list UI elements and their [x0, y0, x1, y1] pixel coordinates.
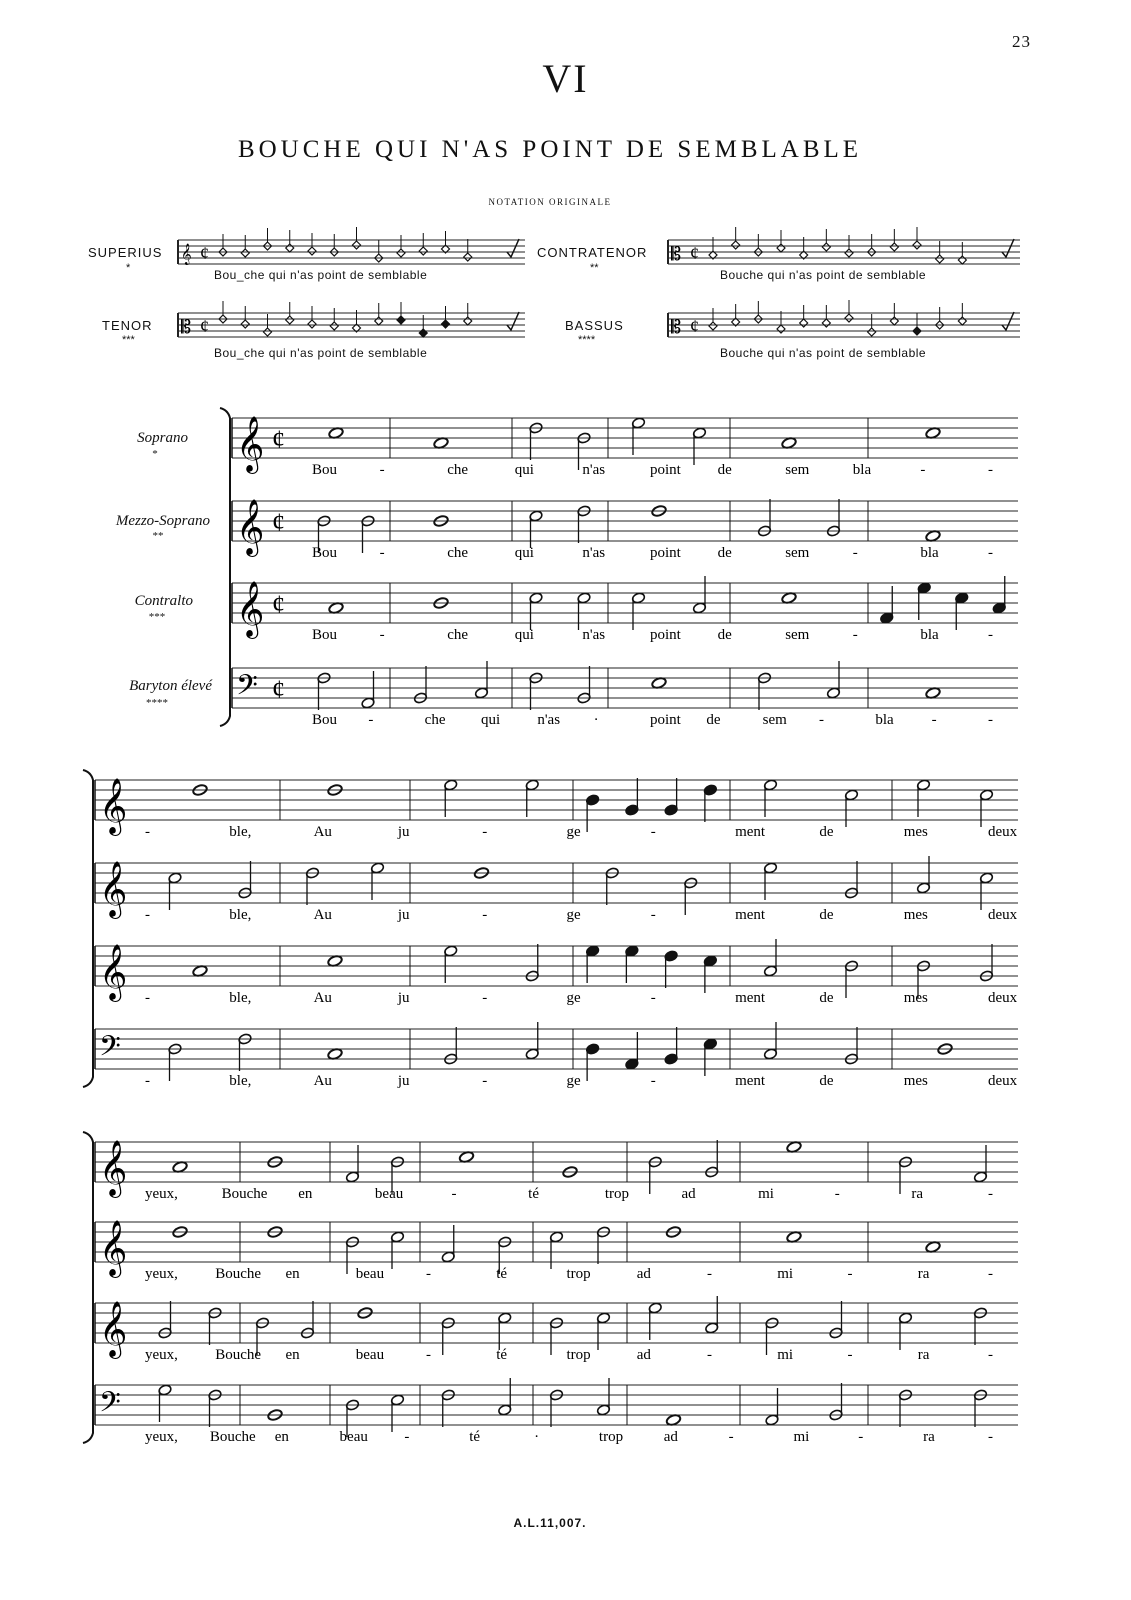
lyric-syllable: -	[426, 1347, 431, 1363]
mensural-note	[308, 320, 316, 328]
lyric-syllable: point	[650, 545, 681, 561]
mensuration-sign-icon: ¢	[690, 316, 699, 336]
custos-icon	[1002, 312, 1014, 330]
lyric-syllable: mi	[777, 1266, 794, 1282]
lyric-syllable: ·	[534, 1429, 540, 1445]
mensuration-sign-icon: ¢	[200, 243, 209, 263]
lyric-syllable: ju	[397, 907, 410, 923]
lyric-syllable: yeux,	[145, 1186, 178, 1202]
mensural-note	[375, 317, 383, 325]
incipit-lyric: Bou_che qui n'as point de semblable	[214, 346, 428, 360]
staff	[232, 661, 1018, 710]
score-system	[220, 408, 1018, 728]
lyric-syllable: ad	[663, 1429, 678, 1445]
treble-clef-icon: 𝄞	[99, 944, 128, 1000]
part-name-soprano: Soprano	[137, 430, 188, 446]
lyric-syllable: -	[988, 1186, 993, 1202]
lyric-syllable: trop	[604, 1186, 629, 1202]
mensural-note	[890, 317, 898, 325]
part-stars: ***	[148, 611, 166, 623]
mensural-note	[936, 255, 944, 263]
lyric-syllable: ra	[917, 1266, 930, 1282]
lyric-syllable: Au	[313, 907, 332, 923]
lyric-syllable: -	[379, 627, 385, 643]
score-system	[83, 1132, 1018, 1445]
mensuration-sign-icon: ¢	[200, 316, 209, 336]
lyric-syllable: ad	[636, 1266, 651, 1282]
lyric-syllable: -	[847, 1266, 853, 1282]
lyric-syllable: -	[650, 824, 656, 840]
lyric-syllable: ra	[917, 1347, 930, 1363]
cut-time-icon: ¢	[272, 508, 285, 537]
lyric-syllable: -	[482, 907, 488, 923]
lyric-syllable: té	[528, 1186, 540, 1202]
lyric-syllable: -	[379, 545, 385, 561]
cut-time-icon: ¢	[272, 675, 285, 704]
lyric-syllable: en	[298, 1186, 313, 1202]
lyric-syllable: ge	[566, 907, 581, 923]
part-stars: **	[152, 530, 164, 542]
clef-icon: 𝄞	[181, 244, 192, 265]
lyric-syllable: -	[145, 990, 150, 1006]
mensural-note	[845, 249, 853, 257]
lyric-syllable: Bou	[312, 627, 338, 643]
lyric-syllable: n'as	[582, 545, 606, 561]
incipit-lyric: Bouche qui n'as point de semblable	[720, 346, 927, 360]
mensural-note	[709, 322, 717, 330]
incipit-staff	[668, 300, 1020, 338]
lyric-syllable: ju	[397, 990, 410, 1006]
part-name-mezzo-soprano: Mezzo-Soprano	[115, 513, 210, 529]
lyric-syllable: -	[482, 990, 488, 1006]
part-name-baryton: Baryton élevé	[129, 678, 212, 694]
lyric-syllable: che	[447, 545, 469, 561]
lyric-syllable: -	[988, 545, 993, 561]
treble-clef-icon: 𝄞	[236, 581, 265, 637]
lyric-syllable: -	[707, 1347, 712, 1363]
original-notation-staves	[178, 227, 1020, 338]
lyric-syllable: mi	[793, 1429, 810, 1445]
mensural-note	[868, 328, 876, 336]
lyric-syllable: -	[650, 1073, 656, 1089]
lyric-syllable: Bou	[312, 462, 338, 478]
lyric-syllable: sem	[762, 712, 787, 728]
lyric-syllable: n'as	[582, 627, 606, 643]
lyric-syllable: Bouche	[221, 1186, 268, 1202]
lyric-syllable: deux	[988, 907, 1018, 923]
lyric-syllable: -	[834, 1186, 840, 1202]
mensural-note	[241, 320, 249, 328]
lyric-syllable: -	[847, 1347, 853, 1363]
lyric-syllable: Bouche	[209, 1429, 256, 1445]
mensural-note	[777, 325, 785, 333]
treble-clef-icon: 𝄞	[99, 861, 128, 917]
mensural-note	[777, 244, 785, 252]
treble-clef-icon: 𝄞	[99, 778, 128, 834]
lyric-syllable: yeux,	[145, 1429, 178, 1445]
lyric-syllable: ju	[397, 1073, 410, 1089]
lyric-syllable: -	[426, 1266, 431, 1282]
lyric-syllable: qui	[514, 545, 534, 561]
incipit-voice-name: SUPERIUS	[88, 245, 163, 260]
staff	[232, 499, 1018, 557]
system-bracket	[83, 1132, 93, 1443]
mensural-note	[397, 316, 405, 324]
lyric-syllable: che	[447, 462, 469, 478]
lyric-syllable: ·	[593, 712, 599, 728]
mensural-note	[958, 256, 966, 264]
incipit-staff	[668, 227, 1020, 265]
lyric-syllable: qui	[481, 712, 501, 728]
lyric-syllable: beau	[339, 1429, 368, 1445]
clef-icon: 𝄡	[181, 317, 192, 338]
mensural-note	[913, 241, 921, 249]
mensural-note	[286, 316, 294, 324]
lyric-syllable: -	[858, 1429, 864, 1445]
mensural-note	[890, 243, 898, 251]
lyric-syllable: point	[650, 627, 681, 643]
system-bracket	[83, 770, 93, 1087]
piece-title: BOUCHE QUI N'AS POINT DE SEMBLABLE	[237, 136, 863, 163]
lyric-syllable: té	[469, 1429, 481, 1445]
lyric-syllable: trop	[566, 1347, 591, 1363]
lyric-syllable: -	[707, 1266, 712, 1282]
bass-clef-icon: 𝄢	[236, 669, 258, 709]
lyric-syllable: de	[706, 712, 721, 728]
incipit-lyric: Bou_che qui n'as point de semblable	[214, 268, 428, 282]
lyric-syllable: point	[650, 462, 681, 478]
lyric-syllable: qui	[514, 627, 534, 643]
incipit-voice-stars: ***	[122, 334, 135, 346]
clef-icon: 𝄡	[671, 317, 682, 338]
lyric-syllable: -	[819, 712, 824, 728]
lyric-syllable: yeux,	[145, 1266, 178, 1282]
mensural-note	[286, 244, 294, 252]
lyric-syllable: en	[285, 1266, 300, 1282]
incipit-voice-stars: *	[126, 262, 131, 274]
lyric-syllable: -	[404, 1429, 410, 1445]
lyric-syllable: mes	[903, 907, 928, 923]
lyric-syllable: de	[717, 545, 732, 561]
mensural-note	[419, 247, 427, 255]
bass-clef-icon: 𝄢	[99, 1386, 121, 1426]
incipit-voice-stars: **	[590, 262, 599, 274]
lyric-syllable: Bou	[312, 545, 338, 561]
lyric-syllable: mes	[903, 824, 928, 840]
mensural-note	[353, 241, 361, 249]
custos-icon	[507, 239, 519, 257]
lyric-syllable: ble,	[229, 990, 252, 1006]
lyric-syllable: ad	[681, 1186, 696, 1202]
lyric-syllable: che	[424, 712, 446, 728]
incipit-voice-stars: ****	[578, 334, 596, 346]
custos-icon	[507, 312, 519, 330]
lyric-syllable: de	[717, 627, 732, 643]
lyric-syllable: ment	[735, 990, 766, 1006]
clef-icon: 𝄡	[671, 244, 682, 265]
plate-number: A.L.11,007.	[513, 1516, 587, 1530]
mensural-note	[308, 247, 316, 255]
lyric-syllable: che	[447, 627, 469, 643]
lyric-syllable: trop	[598, 1429, 624, 1445]
part-stars: *	[152, 448, 158, 460]
mensural-note	[845, 314, 853, 322]
lyric-syllable: -	[482, 824, 488, 840]
lyric-syllable: -	[482, 1073, 488, 1089]
mensural-note	[464, 317, 472, 325]
lyric-syllable: de	[819, 824, 834, 840]
lyric-syllable: ge	[566, 990, 581, 1006]
mensural-note	[732, 241, 740, 249]
mensural-note	[800, 319, 808, 327]
treble-clef-icon: 𝄞	[236, 416, 265, 472]
lyric-syllable: ble,	[229, 824, 252, 840]
lyric-syllable: de	[819, 907, 834, 923]
mensural-note	[264, 328, 272, 336]
part-stars: ****	[146, 697, 168, 709]
lyric-syllable: mi	[777, 1347, 794, 1363]
lyric-syllable: té	[496, 1266, 508, 1282]
mensural-note	[822, 243, 830, 251]
lyric-syllable: -	[145, 1073, 150, 1089]
lyric-syllable: ra	[923, 1429, 935, 1445]
lyric-syllable: de	[819, 1073, 834, 1089]
treble-clef-icon: 𝄞	[99, 1220, 128, 1276]
lyric-syllable: té	[496, 1347, 508, 1363]
lyric-syllable: -	[650, 990, 656, 1006]
mensural-note	[241, 249, 249, 257]
lyric-syllable: Bou	[312, 712, 338, 728]
lyric-syllable: bla	[920, 627, 939, 643]
incipit-staff	[178, 227, 525, 265]
lyric-syllable: Bouche	[215, 1266, 262, 1282]
lyric-syllable: ju	[397, 824, 410, 840]
lyric-syllable: beau	[374, 1186, 404, 1202]
incipit-voice-name: TENOR	[102, 318, 153, 333]
treble-clef-icon: 𝄞	[236, 499, 265, 555]
lyric-syllable: n'as	[537, 712, 561, 728]
lyric-syllable: beau	[355, 1266, 385, 1282]
treble-clef-icon: 𝄞	[99, 1140, 128, 1196]
piece-number: VI	[542, 56, 589, 101]
lyric-syllable: -	[988, 627, 993, 643]
lyric-syllable: ge	[566, 824, 581, 840]
lyric-syllable: -	[728, 1429, 734, 1445]
page-number: 23	[1012, 32, 1031, 51]
lyric-syllable: n'as	[582, 462, 606, 478]
cut-time-icon: ¢	[272, 590, 285, 619]
lyric-syllable: -	[920, 462, 926, 478]
lyric-syllable: mes	[903, 990, 928, 1006]
lyric-syllable: -	[988, 1347, 993, 1363]
score-system	[83, 770, 1018, 1089]
mensural-note	[913, 327, 921, 335]
lyric-syllable: -	[145, 907, 150, 923]
lyric-syllable: Au	[313, 824, 332, 840]
mensural-note	[958, 317, 966, 325]
bass-clef-icon: 𝄢	[99, 1030, 121, 1070]
cut-time-icon: ¢	[272, 425, 285, 454]
custos-icon	[1002, 239, 1014, 257]
lyric-syllable: Au	[313, 990, 332, 1006]
lyric-syllable: point	[650, 712, 681, 728]
lyric-syllable: de	[819, 990, 834, 1006]
incipit-staff	[178, 301, 525, 338]
lyric-syllable: ment	[735, 1073, 766, 1089]
lyric-syllable: ment	[735, 907, 766, 923]
lyric-syllable: -	[650, 907, 656, 923]
lyric-syllable: -	[931, 712, 937, 728]
incipit-voice-name: BASSUS	[565, 318, 624, 333]
lyric-syllable: en	[274, 1429, 289, 1445]
lyric-syllable: sem	[785, 627, 810, 643]
lyric-syllable: bla	[875, 712, 894, 728]
mensural-note	[822, 319, 830, 327]
lyric-syllable: -	[368, 712, 374, 728]
lyric-syllable: -	[988, 1429, 993, 1445]
lyric-syllable: deux	[988, 1073, 1018, 1089]
staff	[232, 416, 1018, 474]
lyric-syllable: mes	[903, 1073, 928, 1089]
lyric-syllable: de	[717, 462, 732, 478]
lyric-syllable: trop	[566, 1266, 591, 1282]
lyric-syllable: ge	[566, 1073, 581, 1089]
lyric-syllable: ble,	[229, 1073, 252, 1089]
lyric-syllable: -	[988, 712, 993, 728]
lyric-syllable: -	[988, 462, 993, 478]
lyric-syllable: -	[379, 462, 385, 478]
part-name-contralto: Contralto	[134, 593, 193, 609]
lyric-syllable: -	[451, 1186, 457, 1202]
lyric-syllable: sem	[785, 462, 810, 478]
lyric-syllable: -	[852, 545, 858, 561]
lyric-syllable: mi	[758, 1186, 774, 1202]
lyric-syllable: sem	[785, 545, 810, 561]
mensural-note	[419, 329, 427, 337]
notation-heading: NOTATION ORIGINALE	[488, 197, 612, 207]
treble-clef-icon: 𝄞	[99, 1301, 128, 1357]
lyric-syllable: qui	[514, 462, 534, 478]
lyric-syllable: ble,	[229, 907, 252, 923]
lyric-syllable: yeux,	[145, 1347, 178, 1363]
lyric-syllable: Bouche	[215, 1347, 262, 1363]
mensural-note	[330, 322, 338, 330]
lyric-syllable: en	[285, 1347, 300, 1363]
incipit-lyric: Bouche qui n'as point de semblable	[720, 268, 927, 282]
lyric-syllable: -	[852, 627, 858, 643]
lyric-syllable: ment	[735, 824, 766, 840]
modern-score-systems	[83, 408, 1018, 1445]
lyric-syllable: beau	[355, 1347, 385, 1363]
system-bracket	[220, 408, 230, 726]
incipit-voice-name: CONTRATENOR	[537, 245, 648, 260]
mensural-note	[397, 249, 405, 257]
mensural-note	[464, 253, 472, 261]
lyric-syllable: bla	[920, 545, 939, 561]
mensural-note	[442, 320, 450, 328]
staff	[232, 576, 1018, 639]
lyric-syllable: ra	[911, 1186, 924, 1202]
mensuration-sign-icon: ¢	[690, 243, 699, 263]
lyric-syllable: deux	[988, 990, 1018, 1006]
lyric-syllable: deux	[988, 824, 1018, 840]
lyric-syllable: ad	[636, 1347, 651, 1363]
lyric-syllable: -	[988, 1266, 993, 1282]
lyric-syllable: Au	[313, 1073, 332, 1089]
lyric-syllable: -	[145, 824, 150, 840]
lyric-syllable: bla	[852, 462, 872, 478]
